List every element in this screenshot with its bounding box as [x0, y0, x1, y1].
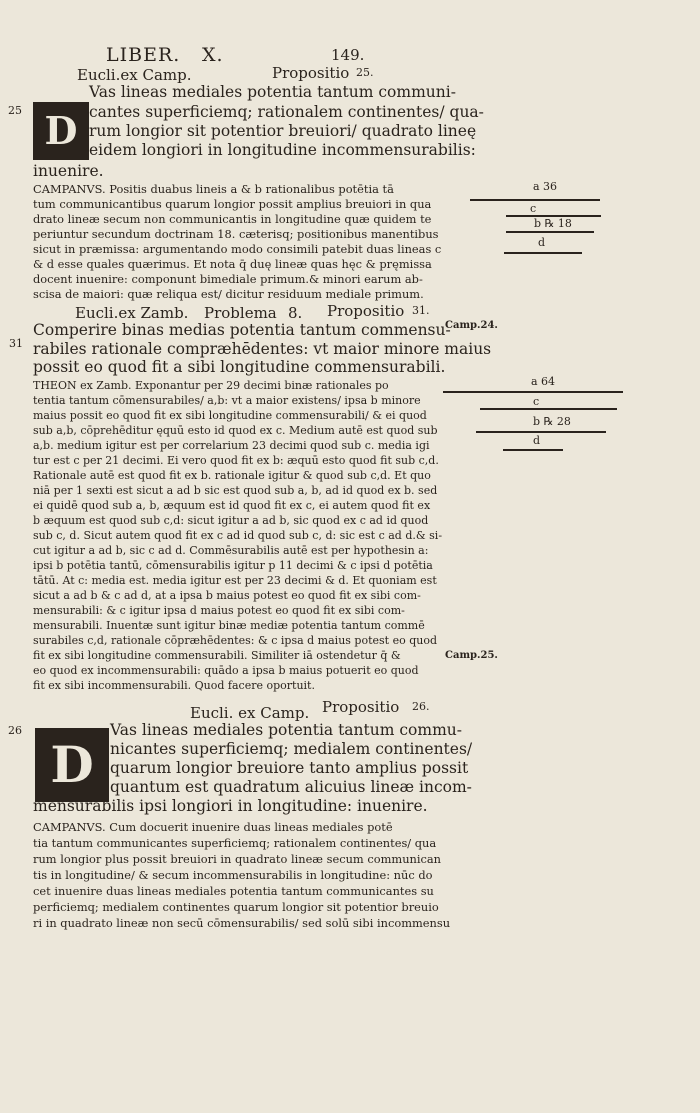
commentary-line: rum longior plus possit breuiori in quadrato lineæ secum communican — [33, 852, 442, 866]
proposition-text-line: rum longior sit potentior breuiori/ quadrato lineę — [89, 122, 477, 140]
line-c — [480, 408, 617, 410]
margin-note: Camp.25. — [445, 650, 498, 661]
commentary-line: sub a,b, cōprehēditur ęquū esto id quod ex c. Medium autē est quod sub — [33, 424, 438, 437]
source-label: Eucli.ex Zamb. — [75, 304, 189, 322]
label-c: c — [530, 202, 537, 215]
margin-number: 26 — [8, 724, 22, 737]
line-diagram — [443, 375, 623, 455]
commentary-line: sicut a ad b & c ad d, at a ipsa b maius potest eo quod fit ex sibi com- — [33, 589, 421, 602]
running-head-book-number: X. — [202, 44, 224, 66]
margin-number: 25 — [8, 104, 22, 117]
proposition-text-line: inuenire. — [33, 162, 104, 180]
line-d — [504, 252, 582, 254]
proposition-text-line: Vas lineas mediales potentia tantum communi- — [89, 83, 456, 101]
proposition-number: 26. — [412, 700, 430, 713]
proposition-label: Propositio — [322, 698, 400, 716]
commentary-line: docent inuenire: componunt bimediale primum.& minori earum ab- — [33, 272, 423, 286]
commentary-line: CAMPANVS. Cum docuerit inuenire duas lineas mediales potē — [33, 820, 393, 834]
commentary-line: tia tantum communicantes superficiemq; rationalem continentes/ qua — [33, 836, 437, 850]
proposition-text-line: quantum est quadratum alicuius lineæ incom- — [110, 778, 472, 796]
commentary-line: fit ex sibi incommensurabili. Quod facere oportuit. — [33, 679, 315, 692]
label-c: c — [533, 395, 540, 408]
proposition-text-line: Comperire binas medias potentia tantum commensu- — [33, 321, 451, 339]
commentary-line: eo quod ex incommensurabili: quādo a ipsa b maius potuerit eo quod — [33, 664, 419, 677]
commentary-line: Rationale autē est quod fit ex b. rationale igitur & quod sub c,d. Et quo — [33, 469, 431, 482]
decorated-initial: D — [35, 728, 109, 802]
commentary-line: a,b. medium igitur est per correlarium 23 decimi quod sub c. media igi — [33, 439, 430, 452]
proposition-text-line: possit eo quod fit a sibi longitudine commensurabili. — [33, 358, 446, 376]
proposition-text-line: eidem longiori in longitudine incommensurabilis: — [89, 141, 476, 159]
proposition-text-line: quarum longior breuiore tanto amplius possit — [110, 759, 469, 777]
source-label: Eucli.ex Camp. — [77, 66, 192, 84]
problem-number: 8. — [288, 304, 303, 322]
proposition-number: 31. — [412, 304, 430, 317]
label-a: a 64 — [531, 375, 556, 388]
commentary-line: perficiemq; medialem continentes quarum longior sit potentior breuio — [33, 900, 439, 914]
commentary-line: ri in quadrato lineæ non secū cōmensurabilis/ sed solū sibi incommensu — [33, 916, 451, 930]
proposition-label: Propositio — [272, 64, 350, 82]
commentary-line: CAMPANVS. Positis duabus lineis a & b rationalibus potētia tā — [33, 182, 394, 196]
commentary-line: maius possit eo quod fit ex sibi longitudine commensurabili/ & ei quod — [33, 409, 427, 422]
commentary-line: surabiles c,d, rationale cōpræhēdentes: & c ipsa d maius potest eo quod — [33, 634, 437, 647]
commentary-line: periuntur secundum doctrinam 18. cæterisq; positionibus manentibus — [33, 227, 439, 241]
commentary-line: sub c, d. Sicut autem quod fit ex c ad id quod sub c, d: sic est c ad d.& si- — [33, 529, 443, 542]
margin-number: 31 — [9, 337, 23, 350]
commentary-line: scisa de maiori: quæ reliqua est/ dicitur residuum mediale primum. — [33, 287, 424, 301]
proposition-text-line: rabiles rationale compræhēdentes: vt maior minore maius — [33, 340, 492, 358]
commentary-line: tis in longitudine/ & secum incommensurabilis in longitudine: nūc do — [33, 868, 433, 882]
problem-label: Problema — [204, 304, 277, 322]
commentary-line: b æquum est quod sub c,d: sicut igitur a ad b, sic quod ex c ad id quod — [33, 514, 429, 527]
commentary-line: tentia tantum cōmensurabiles/ a,b: vt a maior existens/ ipsa b minore — [33, 394, 421, 407]
commentary-line: ei quidē quod sub a, b, æquum est id quod fit ex c, ei autem quod fit ex — [33, 499, 431, 512]
margin-note: Camp.24. — [445, 320, 498, 331]
proposition-text-line: Vas lineas mediales potentia tantum commu- — [110, 721, 462, 739]
commentary-line: niā per 1 sexti est sicut a ad b sic est quod sub a, b, ad id quod ex b. sed — [33, 484, 438, 497]
label-b: b ℞ 28 — [533, 415, 571, 428]
line-a — [443, 391, 623, 393]
commentary-line: cet inuenire duas lineas mediales potentia tantum communicantes su — [33, 884, 434, 898]
running-head-book: LIBER. — [106, 44, 181, 66]
commentary-line: fit ex sibi longitudine commensurabili. Similiter iā ostendetur q̄ & — [33, 649, 401, 662]
line-b — [476, 431, 606, 433]
commentary-line: tātū. At c: media est. media igitur est per 23 decimi & d. Et quoniam est — [33, 574, 437, 587]
commentary-line: tur est c per 21 decimi. Ei vero quod fit ex b: æquū esto quod fit sub c,d. — [33, 454, 439, 467]
source-label: Eucli. ex Camp. — [190, 704, 310, 722]
line-d — [503, 449, 563, 451]
line-b — [506, 231, 594, 233]
commentary-line: ipsi b potētia tantū, cōmensurabilis igitur p 11 decimi & c ipsi d potētia — [33, 559, 433, 572]
proposition-number: 25. — [356, 66, 374, 79]
commentary-line: sicut in præmissa: argumentando modo consimili patebit duas lineas c — [33, 242, 442, 256]
proposition-text-line: cantes superficiemq; rationalem continentes/ qua- — [89, 103, 484, 121]
folio-number: 149. — [331, 46, 365, 64]
commentary-line: tum communicantibus quarum longior possit amplius breuiori in qua — [33, 197, 432, 211]
label-a: a 36 — [533, 180, 558, 193]
proposition-text-line: nicantes superficiemq; medialem continentes/ — [110, 740, 473, 758]
commentary-line: THEON ex Zamb. Exponantur per 29 decimi binæ rationales po — [33, 379, 389, 392]
line-diagram — [460, 180, 620, 260]
label-b: b ℞ 18 — [534, 217, 572, 230]
commentary-line: drato lineæ secum non communicantis in longitudine quæ quidem te — [33, 212, 432, 226]
commentary-line: & d esse quales quærimus. Et nota q̄ duę lineæ quas hęc & pręmissa — [33, 257, 432, 271]
commentary-line: cut igitur a ad b, sic c ad d. Commēsurabilis autē est per hypothesin a: — [33, 544, 429, 557]
commentary-line: mensurabili. Inuentæ sunt igitur binæ mediæ potentia tantum commē — [33, 619, 425, 632]
proposition-text-line: mensurabilis ipsi longiori in longitudine: inuenire. — [33, 797, 428, 815]
line-a — [470, 199, 600, 201]
label-d: d — [533, 434, 541, 447]
commentary-line: mensurabili: & c igitur ipsa d maius potest eo quod fit ex sibi com- — [33, 604, 405, 617]
proposition-label: Propositio — [327, 302, 405, 320]
decorated-initial: D — [33, 102, 89, 160]
label-d: d — [538, 236, 546, 249]
